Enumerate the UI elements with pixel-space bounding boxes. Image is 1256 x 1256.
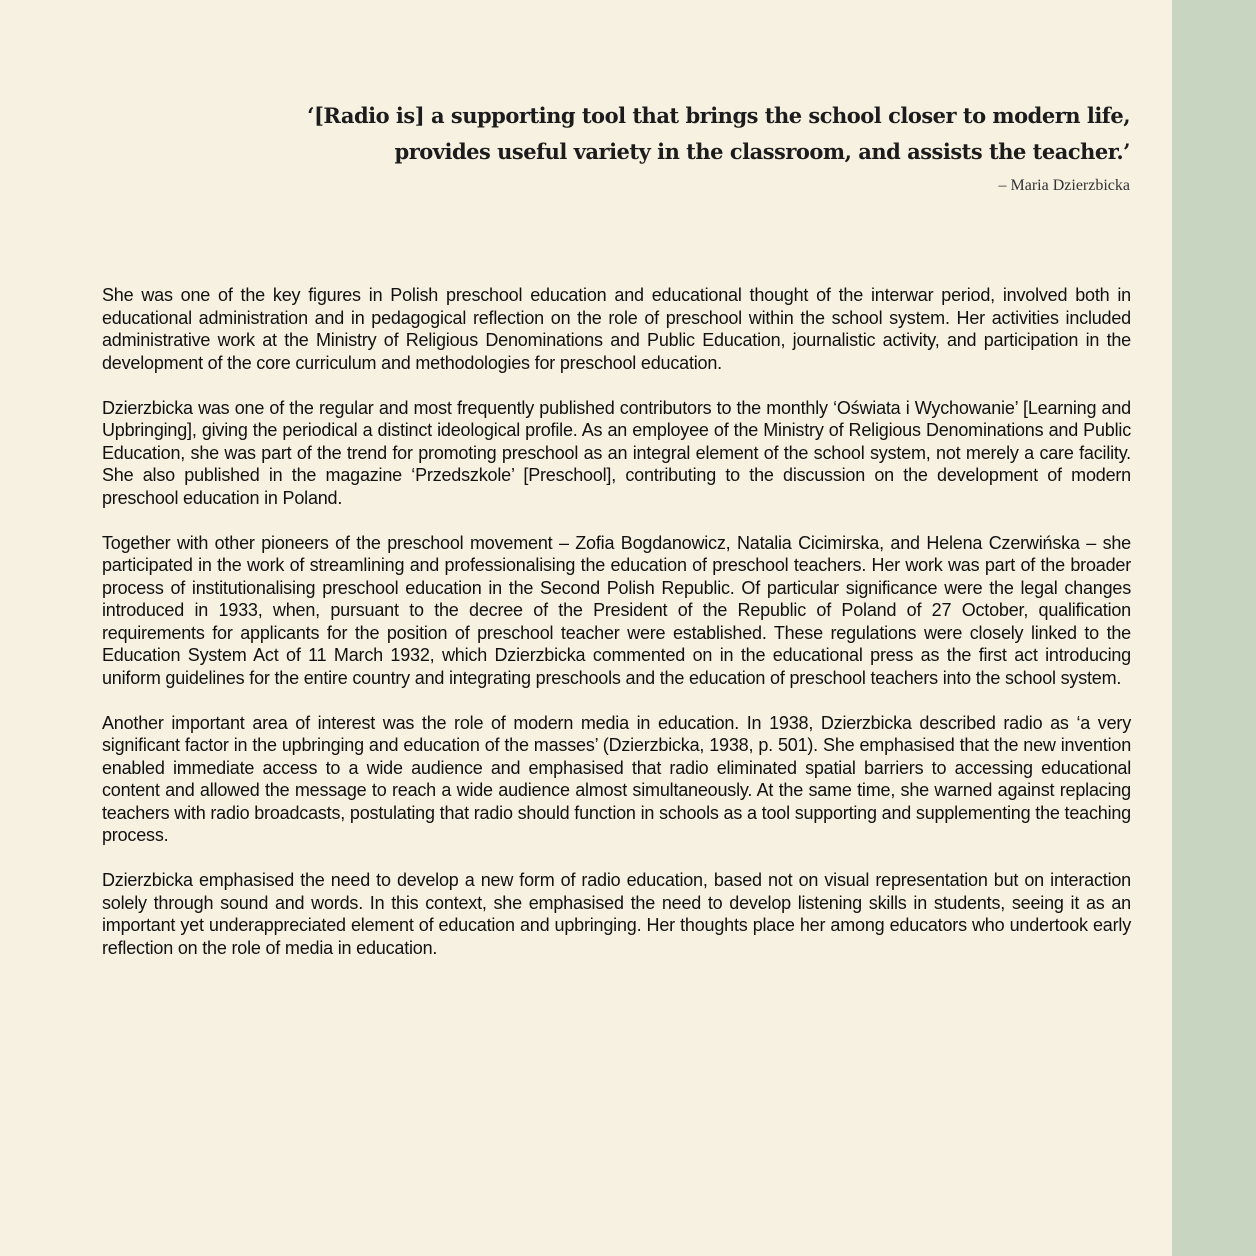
biography-text	[102, 284, 1131, 982]
quote-line-1: ‘[Radio is] a supporting tool that brings the school closer to modern life,	[307, 103, 1130, 128]
epigraph-quote	[300, 98, 1130, 196]
paragraph: Another important area of interest was the role of modern media in education. In 1938, Dzierzbicka described radio as ‘a very significant factor in the upbringing and education of the masses’ (Dzierzbicka, 1938, p. 501). She emphasised that the new invention enabled immediate access to a wide audience and emphasised that radio eliminated spatial barriers to accessing educational content and allowed the message to reach a wide audience almost simultaneously. At the same time, she warned against replacing teachers with radio broadcasts, postulating that radio should function in schools as a tool supporting and supplementing the teaching process.	[102, 712, 1131, 845]
paragraph: She was one of the key figures in Polish preschool education and educational thought of the interwar period, involved both in educational administration and in pedagogical reflection on the role of preschool within the school system. Her activities included administrative work at the Ministry of Religious Denominations and Public Education, journalistic activity, and participation in the development of the core curriculum and methodologies for preschool education.	[102, 285, 1131, 373]
paragraph: Together with other pioneers of the preschool movement – Zofia Bogdanowicz, Natalia Cicimirska, and Helena Czerwińska – she participated in the work of streamlining and professionalising the education of preschool teachers. Her work was part of the broader process of institutionalising preschool education in the Second Polish Republic. Of particular significance were the legal changes introduced in 1933, when, pursuant to the decree of the President of the Republic of Poland of 27 October, qualification requirements for applicants for the position of preschool teacher were established. These regulations were closely linked to the Education System Act of 11 March 1932, which Dzierzbicka commented on in the educational press as the first act introducing uniform guidelines for the entire country and integrating preschools and the education of preschool teachers into the school system.	[102, 532, 1131, 688]
quote-attribution: – Maria Dzierzbicka	[998, 177, 1130, 194]
quote-line-2: provides useful variety in the classroom, and assists the teacher.’	[394, 139, 1130, 164]
paragraph: Dzierzbicka emphasised the need to develop a new form of radio education, based not on visual representation but on interaction solely through sound and words. In this context, she emphasised the need to develop listening skills in students, seeing it as an important yet underappreciated element of education and upbringing. Her thoughts place her among educators who undertook early reflection on the role of media in education.	[102, 870, 1131, 958]
paragraph: Dzierzbicka was one of the regular and most frequently published contributors to the monthly ‘Oświata i Wychowanie’ [Learning and Upbringing], giving the periodical a distinct ideological profile. As an employee of the Ministry of Religious Denominations and Public Education, she was part of the trend for promoting preschool as an integral element of the school system, not merely a care facility. She also published in the magazine ‘Przedszkole’ [Preschool], contributing to the discussion on the development of modern preschool education in Poland.	[102, 397, 1131, 508]
decorative-side-band	[1172, 0, 1256, 1256]
